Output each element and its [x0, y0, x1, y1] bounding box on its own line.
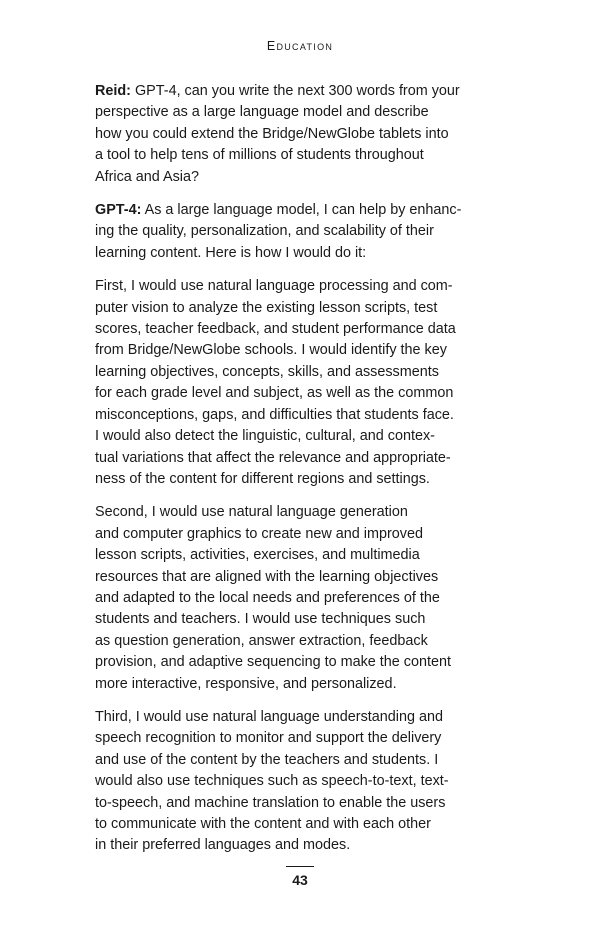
paragraph-text: As a large language model, I can help by enhanc- ing the quality, personalization, and scalability of their learning content. Here is how I would do it:: [95, 202, 462, 261]
paragraph-first: First, I would use natural language processing and com- puter vision to analyze the existing lesson scripts, test scores, teacher feedback, and student performance data from Bridge/NewGlobe schools. I would identify the key learning objectives, concepts, skills, and assessments for each grade level and subject, as well as the common misconceptions, gaps, and difficulties that students face. I would also detect the linguistic, cultural, and contex- tual variations that affect the relevance and appropriate- ness of the content for different regions and settings.: [95, 278, 456, 487]
running-head: Education: [266, 39, 334, 53]
paragraph-text: GPT-4, can you write the next 300 words from your perspective as a large language model and describe how you could extend the Bridge/NewGlobe tablets into a tool to help tens of millions of students throughout Africa and Asia?: [95, 83, 460, 185]
paragraph-reid-question: [95, 81, 507, 188]
paragraph-third: Third, I would use natural language understanding and speech recognition to monitor and support the delivery and use of the content by the teachers and students. I would also use techniques such as speech-to-text, text- to-speech, and machine translation to enable the users to communicate with the content and with each other in their preferred languages and modes.: [95, 708, 449, 854]
body-text: [95, 81, 507, 869]
speaker-label-reid: Reid:: [95, 83, 131, 99]
speaker-label-gpt4: GPT-4:: [95, 202, 142, 219]
paragraph-gpt4-answer: [95, 200, 507, 264]
page-number-rule: [286, 866, 314, 867]
paragraph-second: Second, I would use natural language generation and computer graphics to create new and improved lesson scripts, activities, exercises, and multimedia resources that are aligned with the learning objectives and adapted to the local needs and preferences of the students and teachers. I would use techniques such as question generation, answer extraction, feedback provision, and adaptive sequencing to make the content more interactive, responsive, and personalized.: [95, 504, 452, 692]
page-number: 43: [292, 872, 308, 888]
